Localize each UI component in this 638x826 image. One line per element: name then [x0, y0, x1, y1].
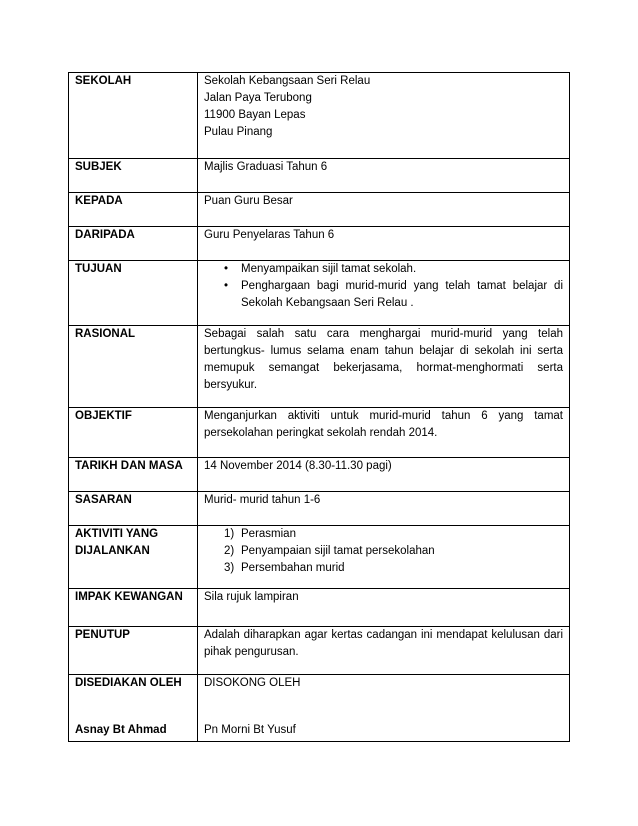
list-item [204, 560, 563, 577]
row-impak [69, 589, 570, 627]
label-tarikh: TARIKH DAN MASA [69, 458, 198, 492]
address-line-3: Pulau Pinang [204, 126, 273, 138]
label-subjek: SUBJEK [69, 159, 198, 193]
proposal-table [68, 72, 570, 742]
list-item [204, 543, 563, 560]
value-tujuan [198, 261, 570, 326]
aktiviti-item-2: Penyampaian sijil tamat persekolahan [241, 545, 435, 557]
row-signatures [69, 675, 570, 742]
value-aktiviti [198, 526, 570, 589]
value-tarikh: 14 November 2014 (8.30-11.30 pagi) [198, 458, 570, 492]
supported-by-name: Pn Morni Bt Yusuf [204, 724, 296, 736]
school-name: Sekolah Kebangsaan Seri Relau [204, 75, 371, 87]
item-number: 3) [224, 562, 235, 574]
tujuan-item-1: Menyampaikan sijil tamat sekolah. [241, 263, 417, 275]
row-rasional [69, 326, 570, 408]
list-item [204, 526, 563, 543]
value-sekolah [198, 73, 570, 159]
list-item [204, 261, 563, 278]
row-subjek [69, 159, 570, 193]
tujuan-list [204, 261, 563, 312]
label-penutup: PENUTUP [69, 627, 198, 675]
item-number: 2) [224, 545, 235, 557]
label-impak: IMPAK KEWANGAN [69, 589, 198, 627]
value-sasaran: Murid- murid tahun 1-6 [198, 492, 570, 526]
label-daripada: DARIPADA [69, 227, 198, 261]
address-line-1: Jalan Paya Terubong [204, 92, 312, 104]
label-sasaran: SASARAN [69, 492, 198, 526]
prepared-by-name: Asnay Bt Ahmad [75, 724, 167, 736]
prepared-by-cell [69, 675, 198, 742]
row-kepada [69, 193, 570, 227]
bullet-icon: • [224, 280, 229, 292]
label-sekolah: SEKOLAH [69, 73, 198, 159]
row-aktiviti [69, 526, 570, 589]
value-subjek: Majlis Graduasi Tahun 6 [198, 159, 570, 193]
row-sekolah [69, 73, 570, 159]
supported-by-label: DISOKONG OLEH [204, 677, 301, 689]
value-rasional: Sebagai salah satu cara menghargai murid-murid yang telah bertungkus- lumus selama enam tahun belajar di sekolah ini serta memupuk semangat bekerjasama, hormat-menghormati serta bersyukur. [198, 326, 570, 408]
row-daripada [69, 227, 570, 261]
value-kepada: Puan Guru Besar [198, 193, 570, 227]
bullet-icon: • [224, 263, 229, 275]
row-tarikh [69, 458, 570, 492]
aktiviti-item-3: Persembahan murid [241, 562, 345, 574]
value-impak: Sila rujuk lampiran [198, 589, 570, 627]
aktiviti-item-1: Perasmian [241, 528, 296, 540]
item-number: 1) [224, 528, 235, 540]
value-daripada: Guru Penyelaras Tahun 6 [198, 227, 570, 261]
value-penutup: Adalah diharapkan agar kertas cadangan ini mendapat kelulusan dari pihak pengurusan. [198, 627, 570, 675]
prepared-by-label: DISEDIAKAN OLEH [75, 677, 182, 689]
value-objektif: Menganjurkan aktiviti untuk murid-murid tahun 6 yang tamat persekolahan peringkat sekolah rendah 2014. [198, 408, 570, 458]
row-tujuan [69, 261, 570, 326]
address-line-2: 11900 Bayan Lepas [204, 109, 306, 121]
label-rasional: RASIONAL [69, 326, 198, 408]
label-objektif: OBJEKTIF [69, 408, 198, 458]
aktiviti-list [204, 526, 563, 577]
row-penutup [69, 627, 570, 675]
label-tujuan: TUJUAN [69, 261, 198, 326]
label-kepada: KEPADA [69, 193, 198, 227]
supported-by-cell [198, 675, 570, 742]
row-sasaran [69, 492, 570, 526]
label-aktiviti: AKTIVITI YANG DIJALANKAN [69, 526, 198, 589]
tujuan-item-2: Penghargaan bagi murid-murid yang telah tamat belajar di Sekolah Kebangsaan Seri Relau . [241, 280, 563, 309]
row-objektif [69, 408, 570, 458]
list-item [204, 278, 563, 312]
